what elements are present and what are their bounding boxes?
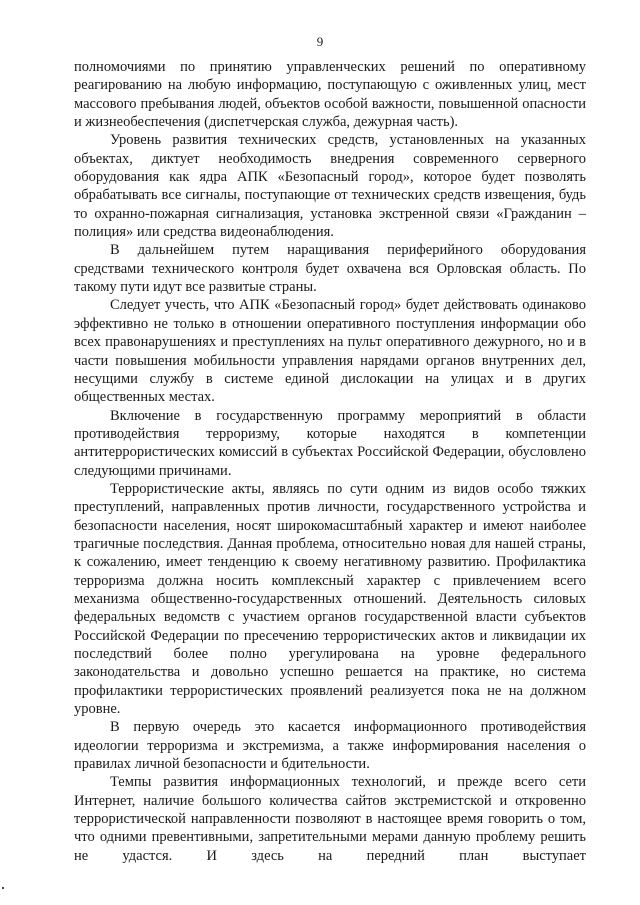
scan-dot [2,887,4,889]
paragraph-2: Уровень развития технических средств, установленных на указанных объектах, диктует необходимость внедрения современного серверного оборудования как ядра АПК «Безопасный город», которое будет позволять обрабатывать все сигналы, поступающие от технических средств извещения, будь то охранно-пожарная сигнализация, установка экстренной связи «Гражданин – полиция» или средства видеонаблюдения. [74,132,586,241]
paragraph-8: Темпы развития информационных технологий, и прежде всего сети Интернет, наличие большого количества сайтов экстремистской и откровенно террористической направленности позволяют в настоящее время говорить о том, что одними превентивными, запретительными мерами данную проблему решить не удастся. И здесь на передний план выступает [74,774,586,864]
paragraph-7: В первую очередь это касается информационного противодействия идеологии терроризма и экстремизма, а также информирования населения о правилах личной безопасности и бдительности. [74,719,586,773]
paragraph-6: Террористические акты, являясь по сути одним из видов особо тяжких преступлений, направленных против личности, государственного устройства и безопасности населения, носят широкомасштабный характер и имеют наиболее трагичные последствия. Данная проблема, относительно новая для нашей страны, к сожалению, имеет тенденцию к своему негативному развитию. Профилактика терроризма должна носить комплексный характер с привлечением всего механизма общественно-государственных отношений. Деятельность силовых федеральных ведомств с участием органов государственной власти субъектов Российской Федерации по пресечению террористических актов и ликвидации их последствий более полно урегулирована на уровне федерального законодательства и довольно успешно решается на практике, но система профилактики террористических проявлений реализуется пока не на должном уровне. [74,480,586,718]
paragraph-3: В дальнейшем путем наращивания периферийного оборудования средствами технического контроля будет охвачена вся Орловская область. По такому пути идут все развитые страны. [74,242,586,296]
document-body [74,58,586,865]
page-number: 9 [316,34,324,49]
paragraph-5: Включение в государственную программу мероприятий в области противодействия терроризму, которые находятся в компетенции антитеррористических комиссий в субъектах Российской Федерации, обусловлено следующими причинами. [74,407,586,479]
paragraph-1: полномочиями по принятию управленческих решений по оперативному реагированию на любую информацию, поступающую с оживленных улиц, мест массового пребывания людей, объектов особой важности, повышенной опасности и жизнеобеспечения (диспетчерская служба, дежурная часть). [74,59,586,131]
paragraph-4: Следует учесть, что АПК «Безопасный город» будет действовать одинаково эффективно не только в отношении оперативного поступления информации обо всех правонарушениях и преступлениях на пульт оперативного дежурного, но и в части повышения мобильности управления нарядами органов внутренних дел, несущими службу в системе единой дислокации на улицах и в других общественных местах. [74,297,586,406]
